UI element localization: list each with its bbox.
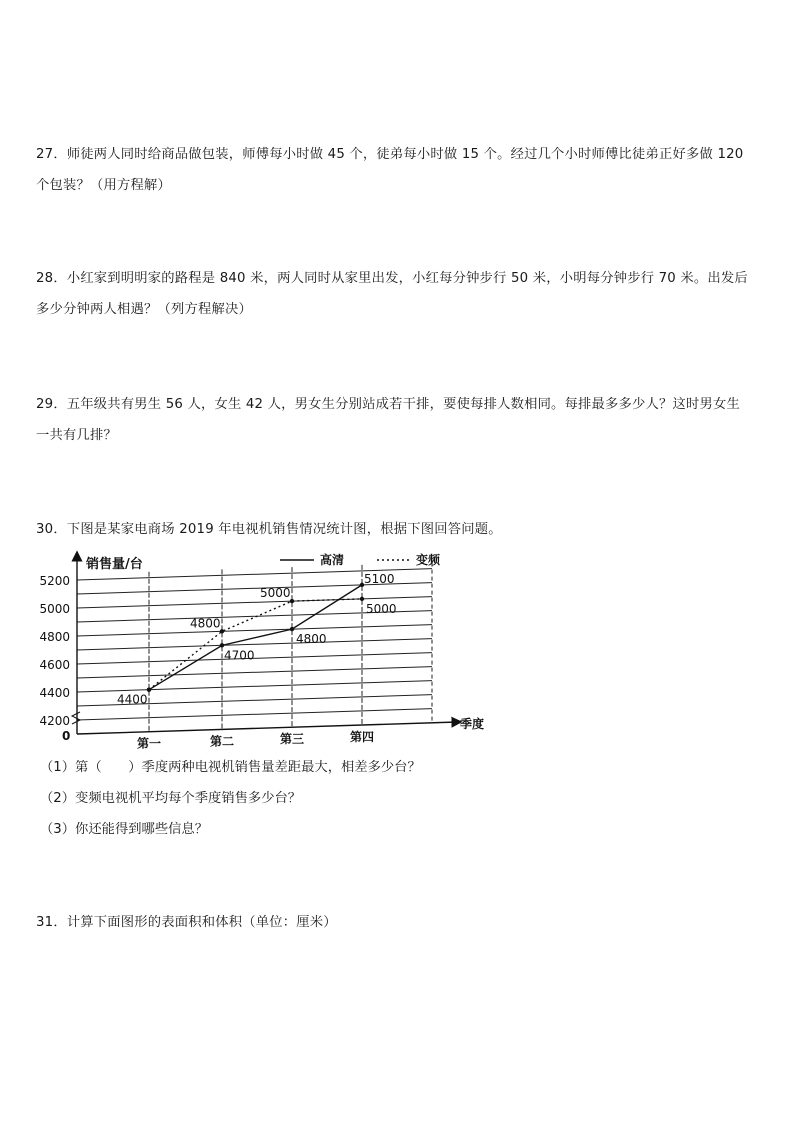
question-31 <box>36 907 758 938</box>
data-label: 5000 <box>260 586 291 601</box>
y-tick-label: 5200 <box>39 574 70 588</box>
question-29-line1: 29．五年级共有男生 56 人，女生 42 人，男女生分别站成若干排，要使每排人数相同。每排最多多少人？这时男女生 <box>36 397 741 412</box>
origin-label: 0 <box>62 729 71 743</box>
question-30-sub2: （2）变频电视机平均每个季度销售多少台？ <box>40 791 302 806</box>
y-axis-label: 销售量/台 <box>86 557 143 572</box>
x-axis <box>77 722 457 734</box>
question-30 <box>36 514 758 545</box>
grid-line-h <box>77 681 432 692</box>
x-tick-label: 第二 <box>209 734 235 749</box>
x-tick-label: 第四 <box>349 729 375 744</box>
grid-line-h <box>77 625 432 636</box>
sales-line-chart <box>32 548 502 753</box>
y-tick-label: 4600 <box>39 658 70 672</box>
question-29 <box>36 389 758 451</box>
series-line-hd <box>149 585 362 690</box>
data-label: 5100 <box>364 571 395 586</box>
data-point <box>220 643 224 647</box>
data-label: 4800 <box>190 616 221 631</box>
legend-fq-label: 变频 <box>416 553 441 567</box>
question-30-sub3: （3）你还能得到哪些信息？ <box>40 822 209 837</box>
data-point <box>290 627 294 631</box>
question-28-line2: 多少分钟两人相遇？（列方程解决） <box>36 302 252 317</box>
question-27 <box>36 139 758 201</box>
axis-break-mark <box>72 712 80 724</box>
question-27-line1: 27．师徒两人同时给商品做包装，师傅每小时做 45 个，徒弟每小时做 15 个。经过几个小时师傅比徒弟正好多做 120 <box>36 147 744 162</box>
y-tick-label: 4800 <box>39 630 70 644</box>
data-label: 4700 <box>224 648 255 663</box>
y-tick-labels <box>39 574 70 728</box>
data-point <box>147 687 151 691</box>
question-28 <box>36 263 758 325</box>
series-lines <box>149 585 362 690</box>
y-tick-label: 5000 <box>39 602 70 616</box>
y-tick-label: 4400 <box>39 686 70 700</box>
data-label: 5000 <box>366 601 397 616</box>
x-tick-label: 第三 <box>279 732 305 747</box>
y-tick-label: 4200 <box>39 714 70 728</box>
question-27-line2: 个包装？（用方程解） <box>36 178 171 193</box>
question-30-intro: 30．下图是某家电商场 2019 年电视机销售情况统计图，根据下图回答问题。 <box>36 522 502 537</box>
grid-line-h <box>77 667 432 678</box>
x-tick-label: 第一 <box>136 736 162 751</box>
legend-hd-label: 高清 <box>320 553 345 567</box>
data-point <box>360 597 364 601</box>
x-tick-labels <box>137 729 374 751</box>
question-31-line1: 31．计算下面图形的表面积和体积（单位：厘米） <box>36 915 337 930</box>
question-28-line1: 28．小红家到明明家的路程是 840 米，两人同时从家里出发，小红每分钟步行 50 米，小明每分钟步行 70 米。出发后 <box>36 271 748 286</box>
question-29-line2: 一共有几排？ <box>36 428 117 443</box>
grid-line-h <box>77 709 432 720</box>
x-axis-label: 季度 <box>460 717 485 731</box>
data-label: 4400 <box>117 692 148 707</box>
question-30-sub1: （1）第（ ）季度两种电视机销售量差距最大，相差多少台？ <box>40 760 421 775</box>
data-label: 4800 <box>296 632 327 647</box>
